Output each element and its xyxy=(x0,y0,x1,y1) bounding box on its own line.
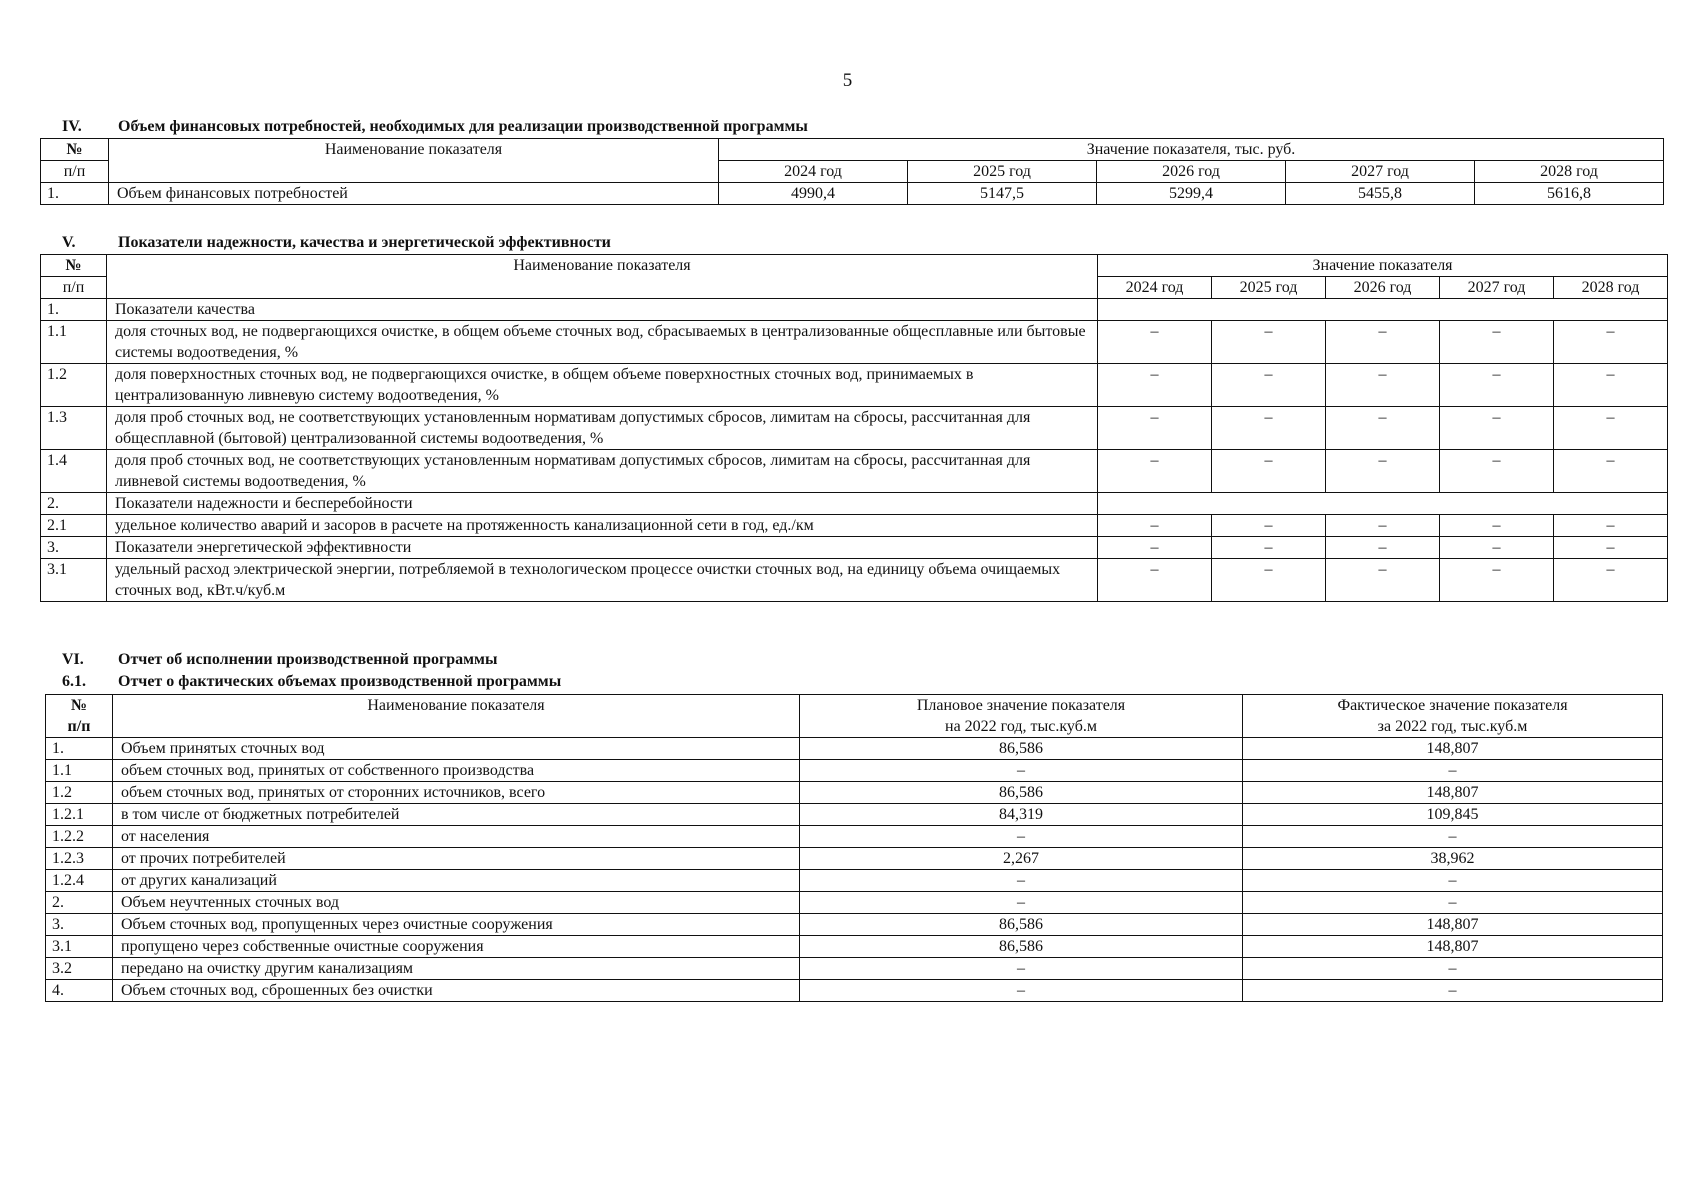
section-4-number: IV. xyxy=(62,118,82,135)
table-row xyxy=(46,980,1663,1002)
row-name: доля сточных вод, не подвергающихся очистке, в общем объеме сточных вод, сбрасываемых в централизованные общесплавные или бытовые системы водоотведения, % xyxy=(107,321,1098,364)
col-number-header-2: п/п xyxy=(41,161,109,183)
table-row xyxy=(46,804,1663,826)
row-name: доля проб сточных вод, не соответствующих установленным нормативам допустимых сбросов, лимитам на сбросы, рассчитанная для ливневой системы водоотведения, % xyxy=(107,450,1098,493)
year-header: 2025 год xyxy=(908,161,1097,183)
row-number: 1.2 xyxy=(46,782,113,804)
row-name: Объем финансовых потребностей xyxy=(109,183,719,205)
section-5-number: V. xyxy=(62,234,76,251)
financial-needs-table xyxy=(40,138,1664,205)
row-number: 1.2.2 xyxy=(46,826,113,848)
row-value: – xyxy=(1098,559,1212,602)
row-value: – xyxy=(1440,321,1554,364)
row-value: – xyxy=(1326,321,1440,364)
table-row xyxy=(46,958,1663,980)
row-value: – xyxy=(1554,321,1668,364)
row-value: – xyxy=(1098,450,1212,493)
table-row xyxy=(41,364,1668,407)
table-row xyxy=(46,914,1663,936)
row-name: удельное количество аварий и засоров в расчете на протяженность канализационной сети в год, ед./км xyxy=(107,515,1098,537)
col-number-header xyxy=(46,695,113,738)
col-number-header-line-1: № xyxy=(70,697,88,714)
table-row xyxy=(46,760,1663,782)
row-value: – xyxy=(1326,450,1440,493)
table-row xyxy=(46,848,1663,870)
row-value: 4990,4 xyxy=(719,183,908,205)
table-header-row xyxy=(41,255,1668,277)
table-row xyxy=(41,299,1668,321)
row-number: 3. xyxy=(41,537,107,559)
table-row xyxy=(46,870,1663,892)
row-number: 1. xyxy=(46,738,113,760)
row-value: – xyxy=(1554,515,1668,537)
col-fact-header-line-2: за 2022 год, тыс.куб.м xyxy=(1377,718,1528,735)
row-value: – xyxy=(1440,407,1554,450)
year-header: 2027 год xyxy=(1440,277,1554,299)
row-name: пропущено через собственные очистные сооружения xyxy=(113,936,800,958)
section-5-title xyxy=(62,234,611,252)
col-plan-header xyxy=(800,695,1243,738)
table-row xyxy=(46,936,1663,958)
col-number-header: № xyxy=(41,255,107,277)
row-value: – xyxy=(1326,515,1440,537)
col-name-header: Наименование показателя xyxy=(109,139,719,183)
table-row xyxy=(46,738,1663,760)
row-number: 1.2.1 xyxy=(46,804,113,826)
row-value: – xyxy=(1440,515,1554,537)
row-value: – xyxy=(1212,321,1326,364)
row-value: 5616,8 xyxy=(1475,183,1664,205)
row-name: от населения xyxy=(113,826,800,848)
row-value: – xyxy=(1440,450,1554,493)
row-fact-value: 148,807 xyxy=(1243,936,1663,958)
row-number: 4. xyxy=(46,980,113,1002)
row-value: – xyxy=(1212,515,1326,537)
row-value: – xyxy=(1554,364,1668,407)
row-value: – xyxy=(1098,407,1212,450)
row-plan-value: – xyxy=(800,958,1243,980)
section-6-title xyxy=(62,651,497,669)
year-header: 2024 год xyxy=(719,161,908,183)
row-fact-value: – xyxy=(1243,892,1663,914)
row-fact-value: – xyxy=(1243,760,1663,782)
table-row xyxy=(46,782,1663,804)
year-header: 2026 год xyxy=(1097,161,1286,183)
table-row xyxy=(46,892,1663,914)
year-header: 2024 год xyxy=(1098,277,1212,299)
row-number: 3.1 xyxy=(41,559,107,602)
section-6-title-text: Отчет об исполнении производственной программы xyxy=(118,651,498,668)
col-number-header: № xyxy=(41,139,109,161)
row-value: – xyxy=(1440,364,1554,407)
col-fact-header xyxy=(1243,695,1663,738)
col-plan-header-line-2: на 2022 год, тыс.куб.м xyxy=(945,718,1097,735)
row-name: Объем сточных вод, сброшенных без очистки xyxy=(113,980,800,1002)
section-6-number: VI. xyxy=(62,651,84,668)
row-number: 2. xyxy=(41,493,107,515)
row-value: 5147,5 xyxy=(908,183,1097,205)
row-value: – xyxy=(1098,321,1212,364)
row-fact-value: 38,962 xyxy=(1243,848,1663,870)
row-value-empty xyxy=(1098,493,1668,515)
row-plan-value: 86,586 xyxy=(800,738,1243,760)
col-value-header: Значение показателя, тыс. руб. xyxy=(719,139,1664,161)
row-plan-value: – xyxy=(800,826,1243,848)
row-plan-value: – xyxy=(800,760,1243,782)
row-number: 1.2.4 xyxy=(46,870,113,892)
table-row xyxy=(41,537,1668,559)
year-header: 2027 год xyxy=(1286,161,1475,183)
row-fact-value: – xyxy=(1243,958,1663,980)
row-name: передано на очистку другим канализациям xyxy=(113,958,800,980)
row-number: 1.2.3 xyxy=(46,848,113,870)
row-value: – xyxy=(1440,559,1554,602)
row-value: – xyxy=(1098,515,1212,537)
section-6-1-number: 6.1. xyxy=(62,673,86,690)
row-value: – xyxy=(1326,537,1440,559)
row-value: – xyxy=(1212,450,1326,493)
col-plan-header-line-1: Плановое значение показателя xyxy=(916,697,1126,714)
row-name: в том числе от бюджетных потребителей xyxy=(113,804,800,826)
row-value: 5455,8 xyxy=(1286,183,1475,205)
row-number: 2. xyxy=(46,892,113,914)
row-value: – xyxy=(1554,559,1668,602)
row-value: – xyxy=(1326,364,1440,407)
table-header-row xyxy=(46,695,1663,738)
year-header: 2026 год xyxy=(1326,277,1440,299)
row-value-empty xyxy=(1098,299,1668,321)
row-value: – xyxy=(1554,407,1668,450)
row-plan-value: – xyxy=(800,870,1243,892)
row-plan-value: 84,319 xyxy=(800,804,1243,826)
row-value: – xyxy=(1326,407,1440,450)
col-number-header-2: п/п xyxy=(41,277,107,299)
row-name: от прочих потребителей xyxy=(113,848,800,870)
row-value: – xyxy=(1212,559,1326,602)
row-plan-value: 86,586 xyxy=(800,914,1243,936)
table-row xyxy=(46,826,1663,848)
row-name: доля поверхностных сточных вод, не подвергающихся очистке, в общем объеме поверхностных сточных вод, принимаемых в централизованную ливневую систему водоотведения, % xyxy=(107,364,1098,407)
row-value: – xyxy=(1098,364,1212,407)
row-name: Объем сточных вод, пропущенных через очистные сооружения xyxy=(113,914,800,936)
row-number: 1.1 xyxy=(46,760,113,782)
row-name: объем сточных вод, принятых от собственного производства xyxy=(113,760,800,782)
row-number: 1. xyxy=(41,183,109,205)
row-value: – xyxy=(1440,537,1554,559)
section-6-1-title-text: Отчет о фактических объемах производственной программы xyxy=(118,673,562,690)
row-name: Объем принятых сточных вод xyxy=(113,738,800,760)
col-value-header: Значение показателя xyxy=(1098,255,1668,277)
row-value: – xyxy=(1212,537,1326,559)
col-fact-header-line-1: Фактическое значение показателя xyxy=(1337,697,1568,714)
row-fact-value: – xyxy=(1243,980,1663,1002)
reliability-quality-table xyxy=(40,254,1668,602)
row-number: 3. xyxy=(46,914,113,936)
section-6-1-title xyxy=(62,673,561,691)
row-value: – xyxy=(1326,559,1440,602)
row-number: 3.2 xyxy=(46,958,113,980)
col-number-header-line-2: п/п xyxy=(67,718,91,735)
row-plan-value: – xyxy=(800,892,1243,914)
row-number: 1.3 xyxy=(41,407,107,450)
row-number: 2.1 xyxy=(41,515,107,537)
row-name: Показатели энергетической эффективности xyxy=(107,537,1098,559)
table-row xyxy=(41,559,1668,602)
row-value: – xyxy=(1212,364,1326,407)
row-fact-value: – xyxy=(1243,870,1663,892)
year-header: 2028 год xyxy=(1475,161,1664,183)
row-fact-value: 148,807 xyxy=(1243,738,1663,760)
table-row xyxy=(41,183,1664,205)
row-number: 1. xyxy=(41,299,107,321)
row-fact-value: – xyxy=(1243,826,1663,848)
row-name: доля проб сточных вод, не соответствующих установленным нормативам допустимых сбросов, лимитам на сбросы, рассчитанная для общесплавной (бытовой) централизованной системы водоотведения, % xyxy=(107,407,1098,450)
row-value: – xyxy=(1554,450,1668,493)
section-4-title-text: Объем финансовых потребностей, необходимых для реализации производственной программы xyxy=(118,118,808,135)
row-plan-value: – xyxy=(800,980,1243,1002)
table-row xyxy=(41,321,1668,364)
row-value: – xyxy=(1554,537,1668,559)
section-4-title xyxy=(62,118,808,136)
table-row xyxy=(41,493,1668,515)
row-value: – xyxy=(1212,407,1326,450)
row-number: 1.4 xyxy=(41,450,107,493)
year-header: 2025 год xyxy=(1212,277,1326,299)
row-fact-value: 148,807 xyxy=(1243,782,1663,804)
row-plan-value: 2,267 xyxy=(800,848,1243,870)
row-number: 1.1 xyxy=(41,321,107,364)
row-number: 1.2 xyxy=(41,364,107,407)
row-number: 3.1 xyxy=(46,936,113,958)
row-name: Показатели качества xyxy=(107,299,1098,321)
table-header-row xyxy=(41,139,1664,161)
row-name: удельный расход электрической энергии, потребляемой в технологическом процессе очистки сточных вод, на единицу объема очищаемых сточных вод, кВт.ч/куб.м xyxy=(107,559,1098,602)
production-volumes-table xyxy=(45,694,1663,1002)
col-name-header: Наименование показателя xyxy=(107,255,1098,299)
row-name: Показатели надежности и бесперебойности xyxy=(107,493,1098,515)
table-row xyxy=(41,450,1668,493)
col-name-header: Наименование показателя xyxy=(113,695,800,738)
row-fact-value: 148,807 xyxy=(1243,914,1663,936)
page-number: 5 xyxy=(842,70,853,91)
table-row xyxy=(41,515,1668,537)
row-fact-value: 109,845 xyxy=(1243,804,1663,826)
row-plan-value: 86,586 xyxy=(800,782,1243,804)
section-5-title-text: Показатели надежности, качества и энергетической эффективности xyxy=(118,234,611,251)
row-value: 5299,4 xyxy=(1097,183,1286,205)
row-name: от других канализаций xyxy=(113,870,800,892)
year-header: 2028 год xyxy=(1554,277,1668,299)
row-name: объем сточных вод, принятых от сторонних источников, всего xyxy=(113,782,800,804)
table-row xyxy=(41,407,1668,450)
row-plan-value: 86,586 xyxy=(800,936,1243,958)
row-name: Объем неучтенных сточных вод xyxy=(113,892,800,914)
row-value: – xyxy=(1098,537,1212,559)
